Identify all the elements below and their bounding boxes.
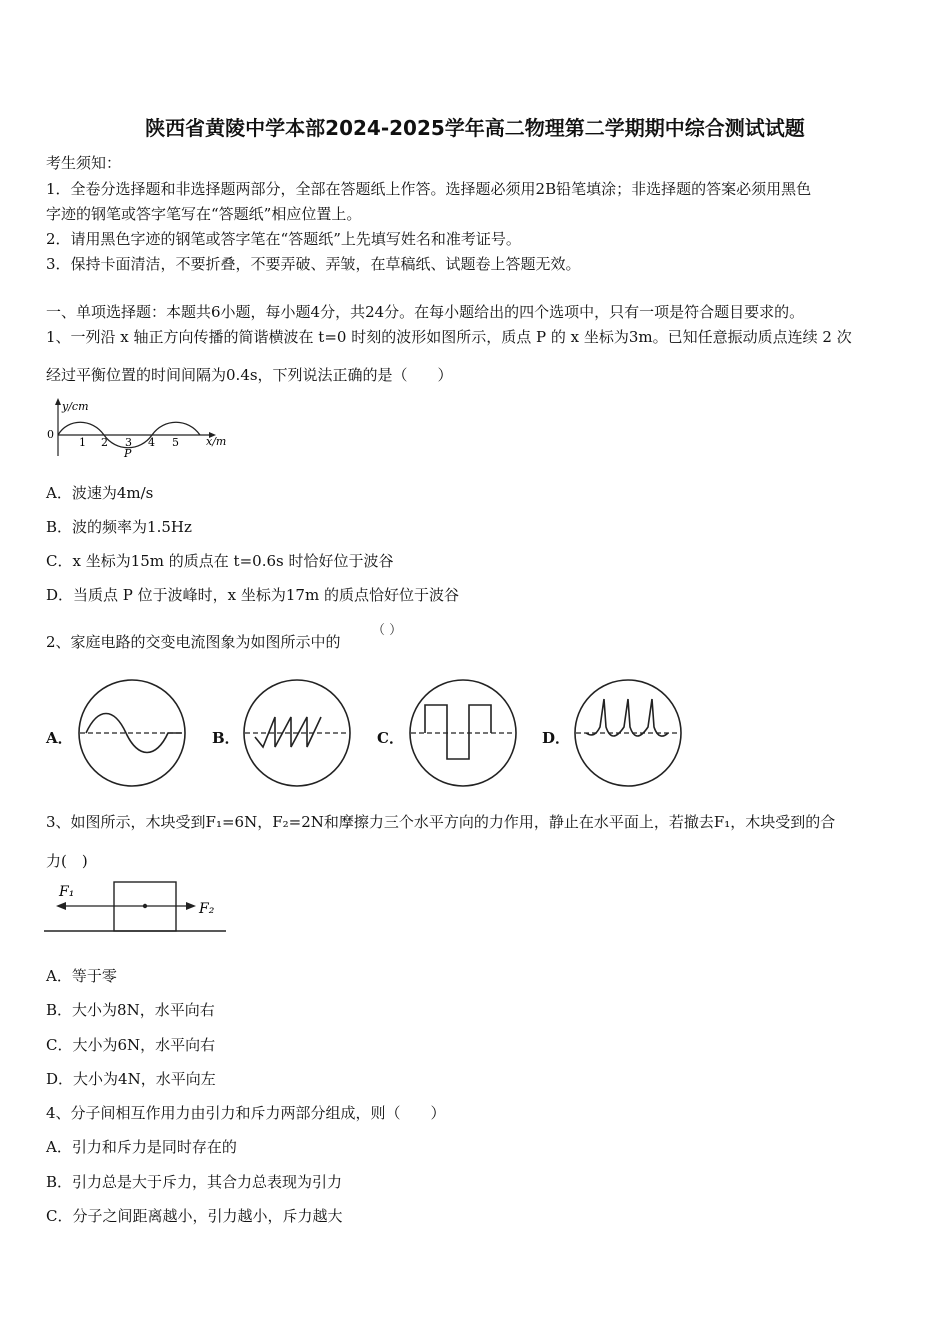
q4-option-c: C．分子之间距离越小，引力越小，斥力越大 (46, 1207, 343, 1225)
q3-option-a: A．等于零 (46, 967, 117, 985)
q1-tick-2: 2 (101, 436, 108, 449)
q2-figure-a-sine (76, 677, 188, 789)
q1-option-d: D．当质点 P 位于波峰时，x 坐标为17m 的质点恰好位于波谷 (46, 586, 459, 604)
q3-f1-label: F₁ (59, 884, 75, 900)
q1-y-axis-label: y/cm (62, 400, 89, 413)
section-heading: 一、单项选择题：本题共6小题，每小题4分，共24分。在每小题给出的四个选项中，只有一项是符合题目要求的。 (46, 303, 805, 321)
q1-tick-3: 3 (125, 436, 132, 449)
q1-origin-label: 0 (47, 428, 54, 441)
q3-stem-b: 力( ) (46, 852, 88, 870)
q4-option-a: A．引力和斥力是同时存在的 (46, 1138, 237, 1156)
q1-option-c: C．x 坐标为15m 的质点在 t=0.6s 时恰好位于波谷 (46, 552, 394, 570)
q2-label-a: A． (46, 729, 73, 747)
q2-answer-paren: （ ） (372, 623, 403, 638)
q3-force-figure (44, 876, 230, 936)
q1-x-axis-label: x/m (206, 435, 227, 448)
q2-label-b: B． (212, 729, 240, 747)
q1-stem-a: 1、一列沿 x 轴正方向传播的简谐横波在 t=0 时刻的波形如图所示，质点 P 的 x 坐标为3m。已知任意振动质点连续 2 次 (46, 328, 852, 346)
q1-tick-1: 1 (79, 436, 86, 449)
q3-stem-a: 3、如图所示，木块受到F₁=6N，F₂=2N和摩擦力三个水平方向的力作用，静止在水平面上，若撤去F₁，木块受到的合 (46, 813, 836, 831)
q1-tick-4: 4 (148, 436, 155, 449)
q4-stem: 4、分子间相互作用力由引力和斥力两部分组成，则（ ） (46, 1104, 446, 1122)
q3-option-b: B．大小为8N，水平向右 (46, 1001, 215, 1019)
q2-label-d: D． (542, 729, 571, 747)
exam-title: 陕西省黄陵中学本部2024-2025学年高二物理第二学期期中综合测试试题 (145, 116, 805, 140)
q2-figure-b-sawtooth (241, 677, 353, 789)
notice-item-1a: 1．全卷分选择题和非选择题两部分，全部在答题纸上作答。选择题必须用2B铅笔填涂；非选择题的答案必须用黑色 (46, 180, 812, 198)
q1-wave-figure (44, 396, 244, 460)
q3-option-d: D．大小为4N，水平向左 (46, 1070, 216, 1088)
q1-stem-b: 经过平衡位置的时间间隔为0.4s，下列说法正确的是（ ） (46, 366, 453, 384)
q2-figure-d-spikes (572, 677, 684, 789)
notice-item-1b: 字迹的钢笔或答字笔写在“答题纸”相应位置上。 (46, 205, 362, 223)
q2-stem: 2、家庭电路的交变电流图象为如图所示中的 (46, 633, 341, 651)
notice-item-3: 3．保持卡面清洁，不要折叠，不要弄破、弄皱，在草稿纸、试题卷上答题无效。 (46, 255, 581, 273)
q2-label-c: C． (377, 729, 404, 747)
q3-f2-label: F₂ (199, 901, 215, 917)
q3-option-c: C．大小为6N，水平向右 (46, 1036, 216, 1054)
q2-figure-c-square (407, 677, 519, 789)
q1-option-a: A．波速为4m/s (46, 484, 154, 502)
q4-option-b: B．引力总是大于斥力，其合力总表现为引力 (46, 1173, 343, 1191)
q1-point-p-label: P (124, 447, 132, 460)
notice-heading: 考生须知： (46, 154, 122, 172)
q1-tick-5: 5 (172, 436, 179, 449)
q1-option-b: B．波的频率为1.5Hz (46, 518, 192, 536)
notice-item-2: 2．请用黑色字迹的钢笔或答字笔在“答题纸”上先填写姓名和准考证号。 (46, 230, 521, 248)
